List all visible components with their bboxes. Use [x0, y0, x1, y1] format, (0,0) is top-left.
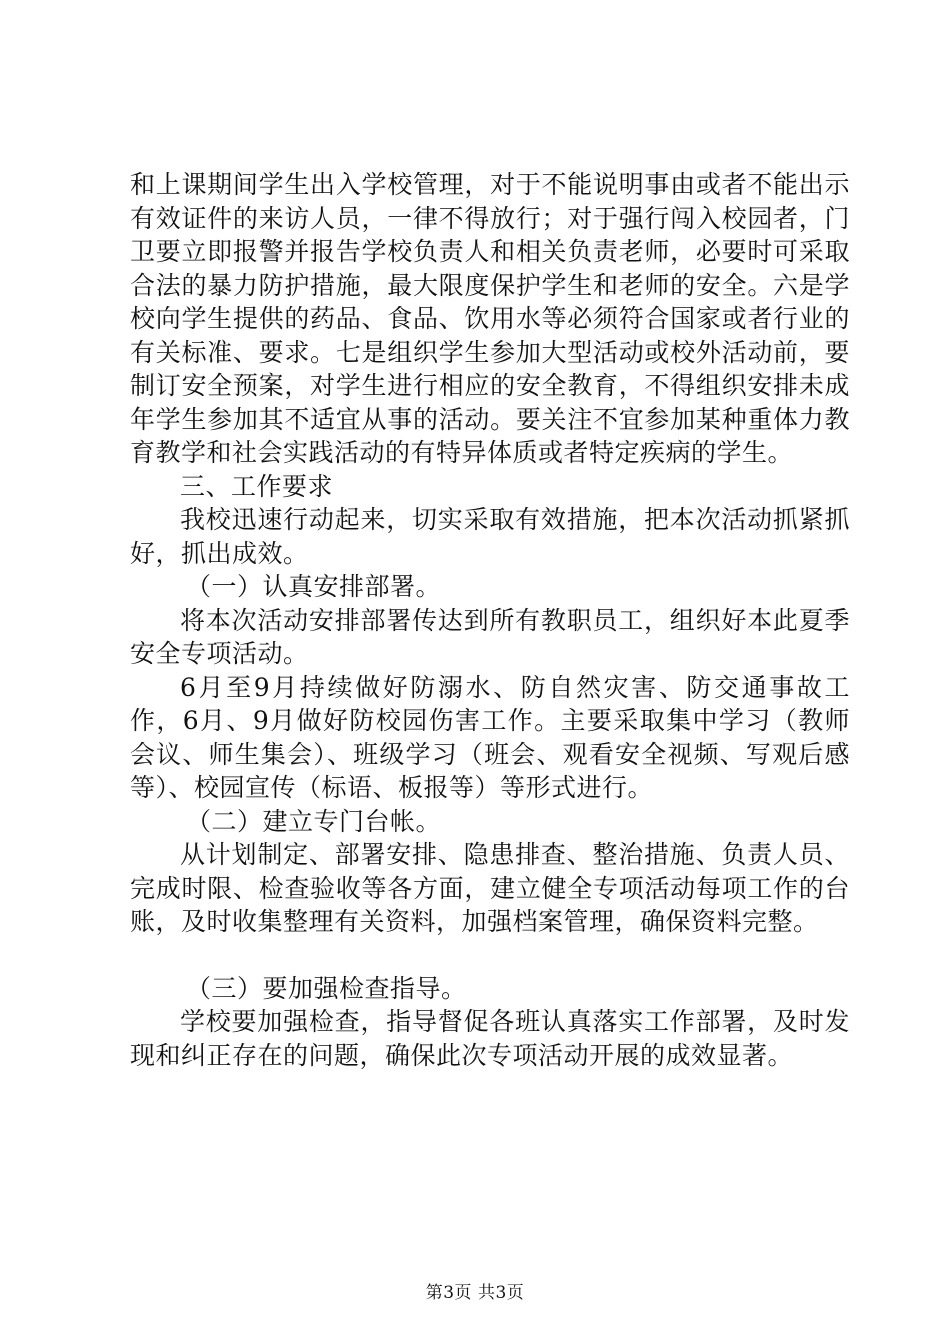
section-heading-work-requirements: 三、工作要求: [180, 471, 334, 501]
subheading-establish-ledger: （二）建立专门台帐。: [186, 806, 442, 836]
paragraph-inspection-details: 学校要加强检查，指导督促各班认真落实工作部署，及时发现和纠正存在的问题，确保此次专项活动开展的成效显著。: [130, 1007, 850, 1070]
paragraph-ledger-details: 从计划制定、部署安排、隐患排查、整治措施、负责人员、完成时限、检查验收等各方面，建立健全专项活动每项工作的台账，及时收集整理有关资料，加强档案管理，确保资料完整。: [130, 840, 850, 936]
subheading-arrange-deployment: （一）认真安排部署。: [186, 572, 442, 601]
paragraph-campus-safety-measures: 和上课期间学生出入学校管理，对于不能说明事由或者不能出示有效证件的来访人员，一律不得放行；对于强行闯入校园者，门卫要立即报警并报告学校负责人和相关负责老师，必要时可采取合法的暴力防护措施，最大限度保护学生和老师的安全。六是学校向学生提供的药品、食品、饮用水等必须符合国家或者行业的有关标准、要求。七是组织学生参加大型活动或校外活动前，要制订安全预案，对学生进行相应的安全教育，不得组织安排未成年学生参加其不适宜从事的活动。要关注不宜参加某种重体力教育教学和社会实践活动的有特异体质或者特定疾病的学生。: [130, 170, 850, 467]
paragraph-june-september-work: 6月至9月持续做好防溺水、防自然灾害、防交通事故工作，6月、9月做好防校园伤害工作。主要采取集中学习（教师会议、师生集会）、班级学习（班会、观看安全视频、写观后感等）、校园宣传（标语、板报等）等形式进行。: [130, 672, 850, 802]
subheading-strengthen-inspection: （三）要加强检查指导。: [186, 973, 467, 1003]
page-footer-number: 第3页 共3页: [425, 1283, 525, 1303]
paragraph-convey-to-staff: 将本次活动安排部署传达到所有教职员工，组织好本此夏季安全专项活动。: [130, 605, 850, 668]
paragraph-spacer: [130, 939, 850, 972]
paragraph-take-action: 我校迅速行动起来，切实采取有效措施，把本次活动抓紧抓好，抓出成效。: [130, 505, 850, 568]
document-body: [130, 168, 850, 1072]
